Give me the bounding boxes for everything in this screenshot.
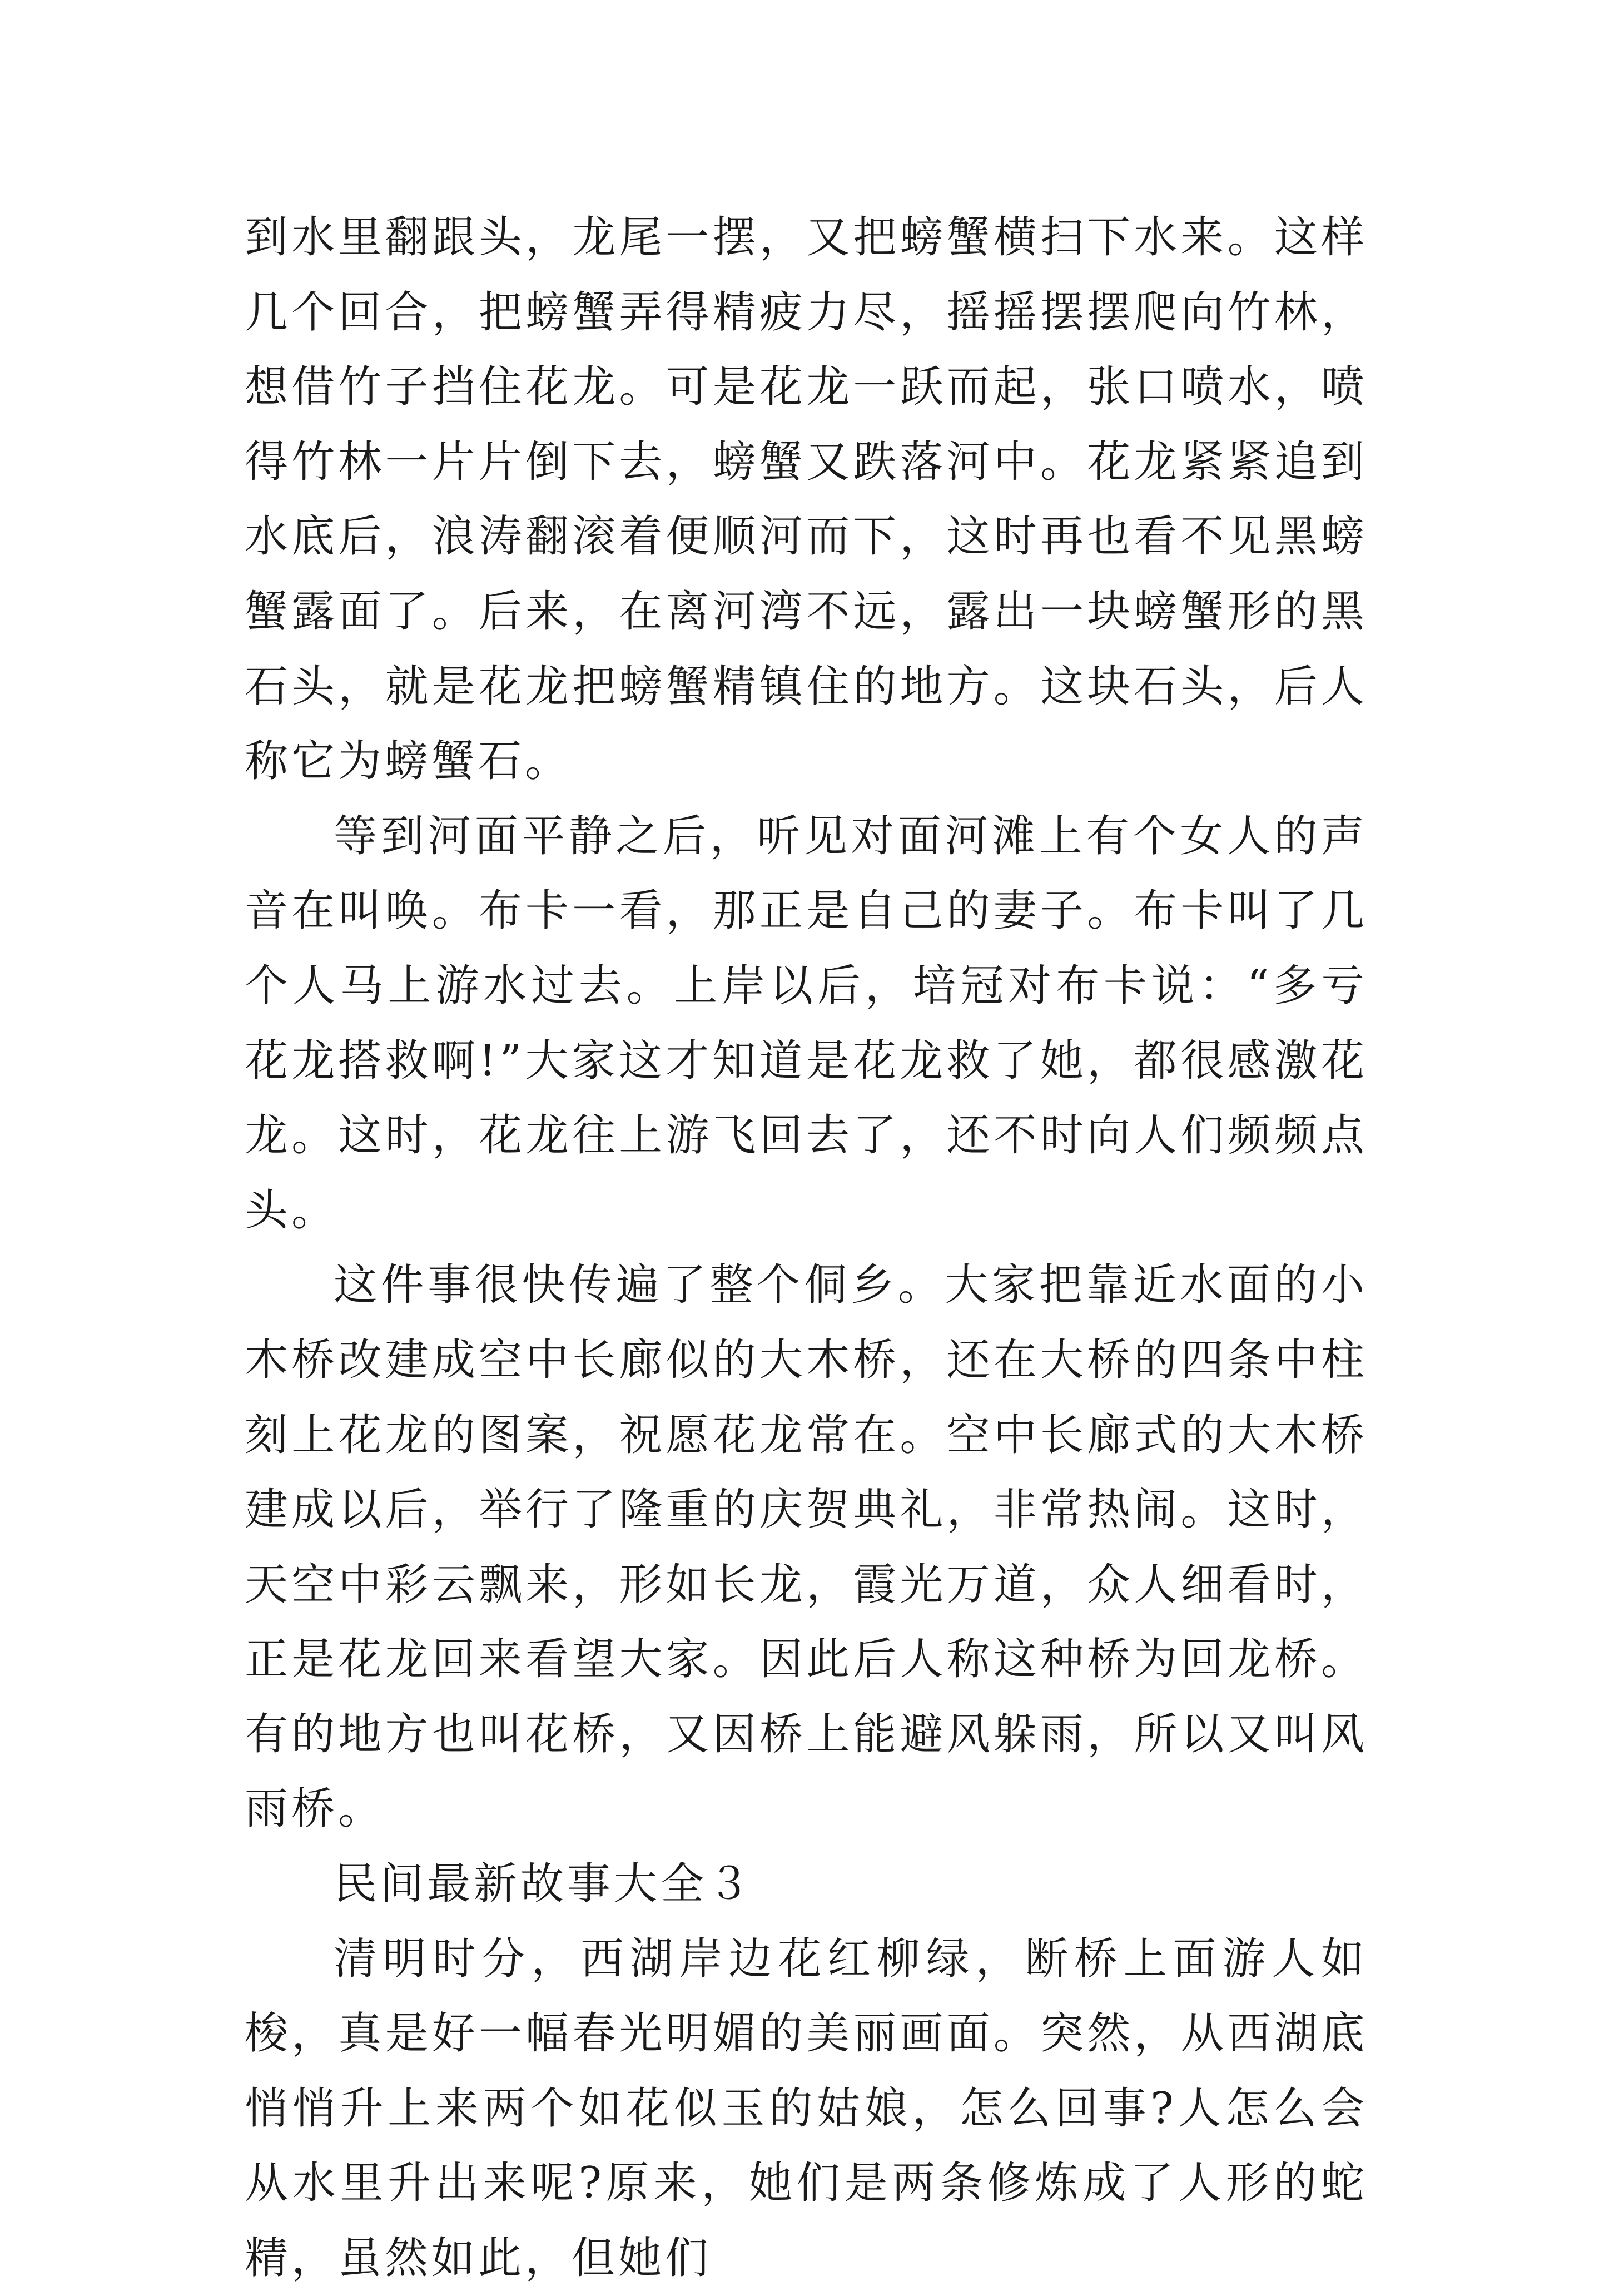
paragraph-bridge: 这件事很快传遍了整个侗乡。大家把靠近水面的小木桥改建成空中长廊似的大木桥，还在大桥的四条中柱刻上花龙的图案，祝愿花龙常在。空中长廊式的大木桥建成以后，举行了隆重的庆贺典礼，非常热闹。这时，天空中彩云飘来，形如长龙，霞光万道，众人细看时，正是花龙回来看望大家。因此后人称这种桥为回龙桥。有的地方也叫花桥，又因桥上能避风躲雨，所以又叫风雨桥。 xyxy=(245,1260,1368,1834)
paragraph-continuation: 到水里翻跟头，龙尾一摆，又把螃蟹横扫下水来。这样几个回合，把螃蟹弄得精疲力尽，摇摇摆摆爬向竹林，想借竹子挡住花龙。可是花龙一跃而起，张口喷水，喷得竹林一片片倒下去，螃蟹又跌落河中。花龙紧紧追到水底后，浪涛翻滚着便顺河而下，这时再也看不见黑螃蟹露面了。后来，在离河湾不远，露出一块螃蟹形的黑石头，就是花龙把螃蟹精镇住的地方。这块石头，后人称它为螃蟹石。 xyxy=(245,212,1368,787)
section-heading: 民间最新故事大全３ xyxy=(334,1859,754,1910)
paragraph-rescue: 等到河面平静之后，听见对面河滩上有个女人的声音在叫唤。布卡一看，那正是自己的妻子。布卡叫了几个人马上游水过去。上岸以后，培冠对布卡说：“多亏花龙搭救啊!”大家这才知道是花龙救了她，都很感激花龙。这时，花龙往上游飞回去了，还不时向人们频频点头。 xyxy=(245,811,1368,1236)
body-text xyxy=(245,200,1368,2296)
paragraph-west-lake: 清明时分，西湖岸边花红柳绿，断桥上面游人如梭，真是好一幅春光明媚的美丽画面。突然，从西湖底悄悄升上来两个如花似玉的姑娘，怎么回事?人怎么会从水里升出来呢?原来，她们是两条修炼成了人形的蛇精，虽然如此，但她们 xyxy=(245,1933,1368,2284)
